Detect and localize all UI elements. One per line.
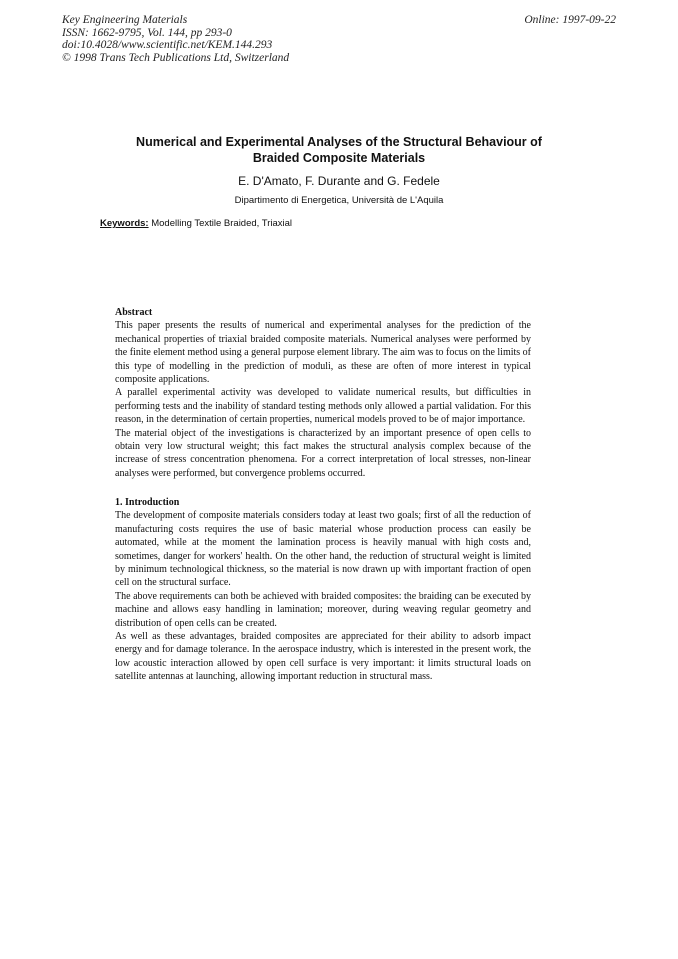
introduction-heading: 1. Introduction: [115, 497, 180, 508]
abstract-section: [115, 306, 531, 480]
title-line-1: Numerical and Experimental Analyses of the Structural Behaviour of: [136, 135, 542, 149]
copyright-line: © 1998 Trans Tech Publications Ltd, Switzerland: [62, 51, 290, 64]
abstract-paragraph: A parallel experimental activity was developed to validate numerical results, but difficulties in performing tests and the inability of standard testing methods only allowed a partial validation. For this reason, in the determination of certain properties, numerical models proved to be of major importance.: [115, 387, 531, 426]
keywords-text: Modelling Textile Braided, Triaxial: [151, 218, 293, 229]
abstract-paragraph: The material object of the investigations is characterized by an important presence of open cells to obtain very low structural weight; this fact makes the structural analysis complex because of the increase of stress concentration phenomena. For a correct interpretation of local stresses, non-linear analyses were performed, but convergence problems occurred.: [115, 427, 531, 479]
introduction-section: [115, 496, 531, 684]
paper-title: [100, 134, 578, 166]
abstract-heading: Abstract: [115, 307, 153, 318]
abstract-paragraph: This paper presents the results of numerical and experimental analyses for the prediction of the mechanical properties of triaxial braided composite materials. Numerical analyses were performed by the finite element method using a general purpose element library. The aim was to focus on the limits of this type of modelling in the prediction of moduli, as these are often of more interest in typical composite applications.: [115, 320, 531, 386]
introduction-paragraph: The development of composite materials considers today at least two goals; first of all the reduction of manufacturing costs requires the use of basic material whose production process can easily be automated, while at the moment the lamination process is heavily manual with high costs and, sometimes, danger for workers' health. On the other hand, the reduction of structural weight is limited by minimum technological thickness, so the material is now drawn up with important fraction of open cell on the structural surface.: [115, 510, 531, 589]
journal-name: Key Engineering Materials: [62, 14, 188, 26]
online-date: Online: 1997-09-22: [524, 14, 616, 26]
affiliation: Dipartimento di Energetica, Università de L'Aquila: [234, 195, 444, 206]
introduction-paragraph: The above requirements can both be achieved with braided composites: the braiding can be executed by machine and allows easy handling in lamination; moreover, during weaving regular geometry and distribution of open cells can be created.: [115, 590, 531, 629]
journal-header: [62, 14, 289, 64]
keywords-line: [100, 218, 292, 230]
doi-line: doi:10.4028/www.scientific.net/KEM.144.293: [62, 39, 273, 51]
title-line-2: Braided Composite Materials: [252, 151, 426, 165]
authors: E. D'Amato, F. Durante and G. Fedele: [238, 174, 440, 188]
issn-line: ISSN: 1662-9795, Vol. 144, pp 293-0: [62, 26, 232, 39]
keywords-label: Keywords:: [100, 218, 149, 229]
introduction-paragraph: As well as these advantages, braided composites are appreciated for their ability to adsorb impact energy and for damage tolerance. In the aerospace industry, which is interested in the present work, the low acoustic interaction allowed by open cell surface is very important: it limits structural loads on satellite antennas at launching, allowing important reduction in structural mass.: [115, 631, 531, 683]
